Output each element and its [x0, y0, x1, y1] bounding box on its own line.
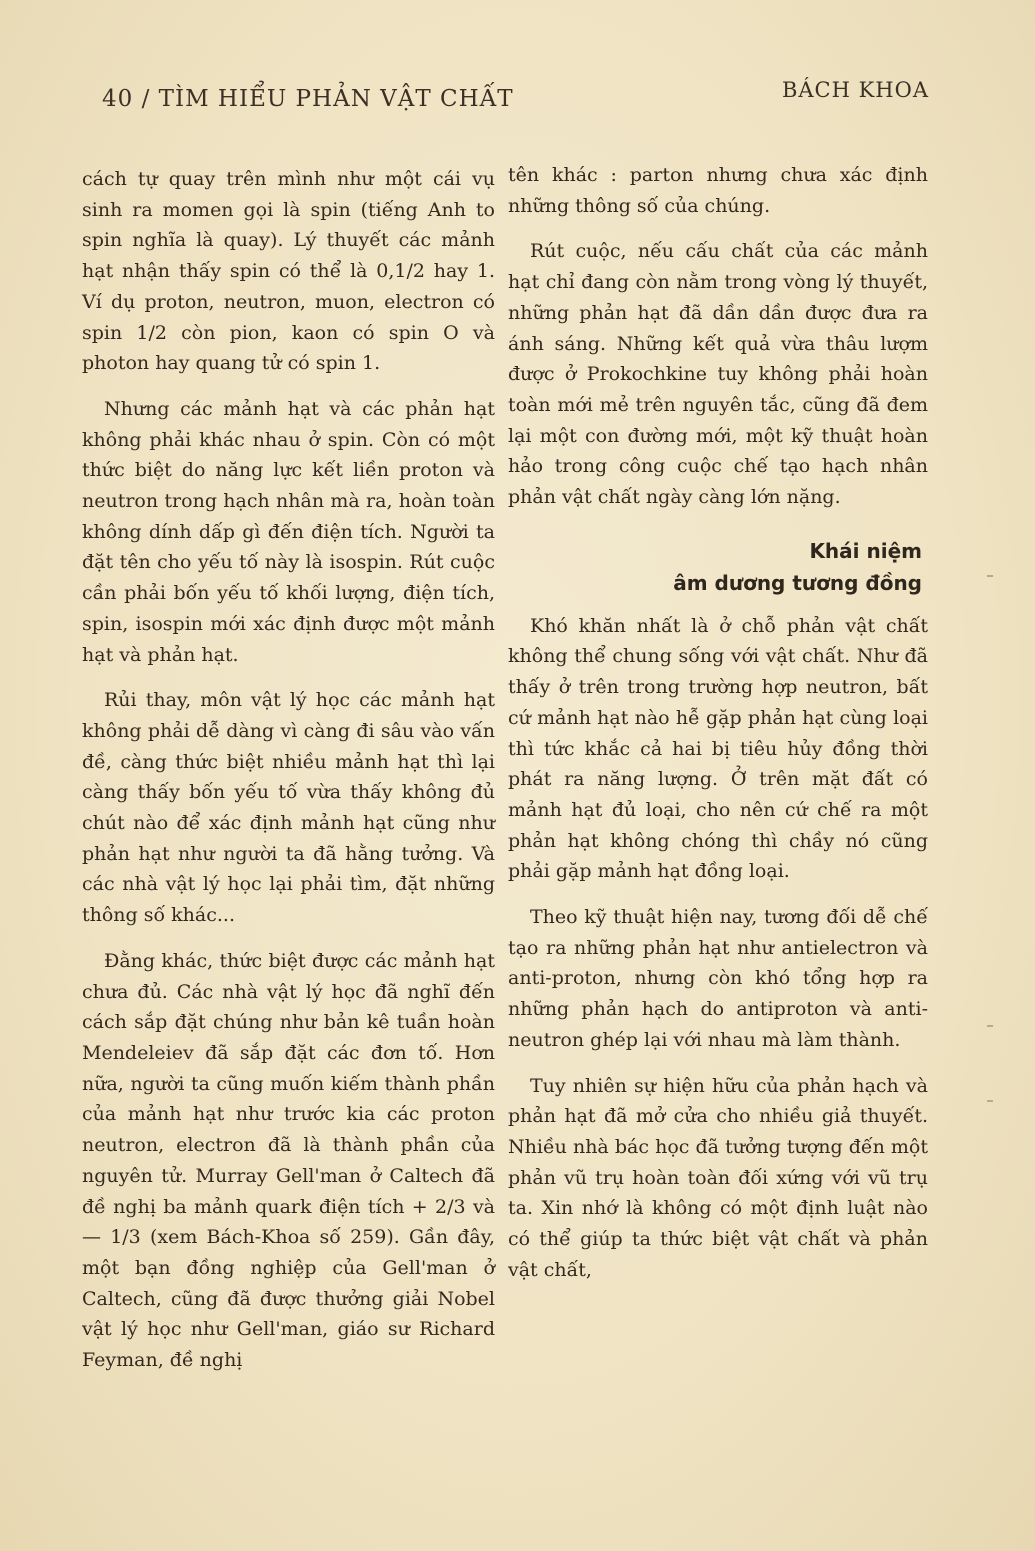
paragraph: Rút cuộc, nếu cấu chất của các mảnh hạt chỉ đang còn nằm trong vòng lý thuyết, những phản hạt đã dần dần được đưa ra ánh sáng. Những kết quả vừa thâu lượm được ở Prokochkine tuy không phải hoàn toàn mới mẻ trên nguyên tắc, cũng đã đem lại một con đường mới, một kỹ thuật hoàn hảo trong công cuộc chế tạo hạch nhân phản vật chất ngày càng lớn nặng. [508, 240, 928, 509]
paragraph: Đằng khác, thức biệt được các mảnh hạt chưa đủ. Các nhà vật lý học đã nghĩ đến cách sắp đặt chúng như bản kê tuần hoàn Mendeleiev đã sắp đặt các đơn tố. Hơn nữa, người ta cũng muốn kiếm thành phần của mảnh hạt như trước kia các proton neutron, electron đã là thành phần của nguyên tử. Murray Gell'man ở Caltech đã đề nghị ba mảnh quark điện tích + 2/3 và — 1/3 (xem Bách-Khoa số 259). Gần đây, một bạn đồng nghiệp của Gell'man ở Caltech, cũng đã được thưởng giải Nobel vật lý học như Gell'man, giáo sư Richard Feyman, đề nghị [82, 949, 495, 1372]
section-heading-line2: âm dương tương đồng [673, 570, 922, 595]
paragraph: Khó khăn nhất là ở chỗ phản vật chất không thể chung sống với vật chất. Như đã thấy ở trên trong trường hợp neutron, bất cứ mảnh hạt nào hễ gặp phản hạt cùng loại thì tức khắc cả hai bị tiêu hủy đồng thời phát ra năng lượng. Ở trên mặt đất có mảnh hạt đủ loại, cho nên cứ chế ra một phản hạt không chóng thì chầy nó cũng phải gặp mảnh hạt đồng loại. [508, 614, 928, 883]
section-heading [508, 535, 928, 599]
right-column [508, 160, 928, 1301]
page-speck [987, 1025, 993, 1027]
magazine-name: BÁCH KHOA [781, 78, 929, 102]
paragraph: Nhưng các mảnh hạt và các phản hạt không phải khác nhau ở spin. Còn có một thức biệt do năng lực kết liền proton và neutron trong hạch nhân mà ra, hoàn toàn không dính dấp gì đến điện tích. Người ta đặt tên cho yếu tố này là isospin. Rút cuộc cần phải bốn yếu tố khối lượng, điện tích, spin, isospin mới xác định được một mảnh hạt và phản hạt. [82, 397, 495, 666]
page-speck [987, 1100, 993, 1102]
paragraph: tên khác : parton nhưng chưa xác định những thông số của chúng. [508, 164, 928, 217]
page-speck [987, 575, 993, 577]
paragraph: Rủi thay, môn vật lý học các mảnh hạt không phải dễ dàng vì càng đi sâu vào vấn đề, càng thức biệt nhiều mảnh hạt thì lại càng thấy bốn yếu tố vừa thấy không đủ chút nào để xác định mảnh hạt cũng như phản hạt như người ta đã hằng tưởng. Và các nhà vật lý học lại phải tìm, đặt những thông số khác... [82, 689, 495, 927]
left-column [82, 164, 495, 1391]
section-heading-line1: Khái niệm [809, 538, 922, 563]
paragraph: cách tự quay trên mình như một cái vụ sinh ra momen gọi là spin (tiếng Anh to spin nghĩa là quay). Lý thuyết các mảnh hạt nhận thấy spin có thể là 0,1/2 hay 1. Ví dụ proton, neutron, muon, electron có spin 1/2 còn pion, kaon có spin O và photon hay quang tử có spin 1. [82, 168, 495, 375]
page-header-title: 40 / TÌM HIỂU PHẢN VẬT CHẤT [102, 86, 514, 112]
paragraph: Tuy nhiên sự hiện hữu của phản hạch và phản hạt đã mở cửa cho nhiều giả thuyết. Nhiều nhà bác học đã tưởng tượng đến một phản vũ trụ hoàn toàn đối xứng với vũ trụ ta. Xin nhớ là không có một định luật nào có thể giúp ta thức biệt vật chất và phản vật chất, [508, 1074, 928, 1281]
paragraph: Theo kỹ thuật hiện nay, tương đối dễ chế tạo ra những phản hạt như antielectron và anti-proton, nhưng còn khó tổng hợp ra những phản hạch do antiproton và anti-neutron ghép lại với nhau mà làm thành. [508, 906, 928, 1051]
